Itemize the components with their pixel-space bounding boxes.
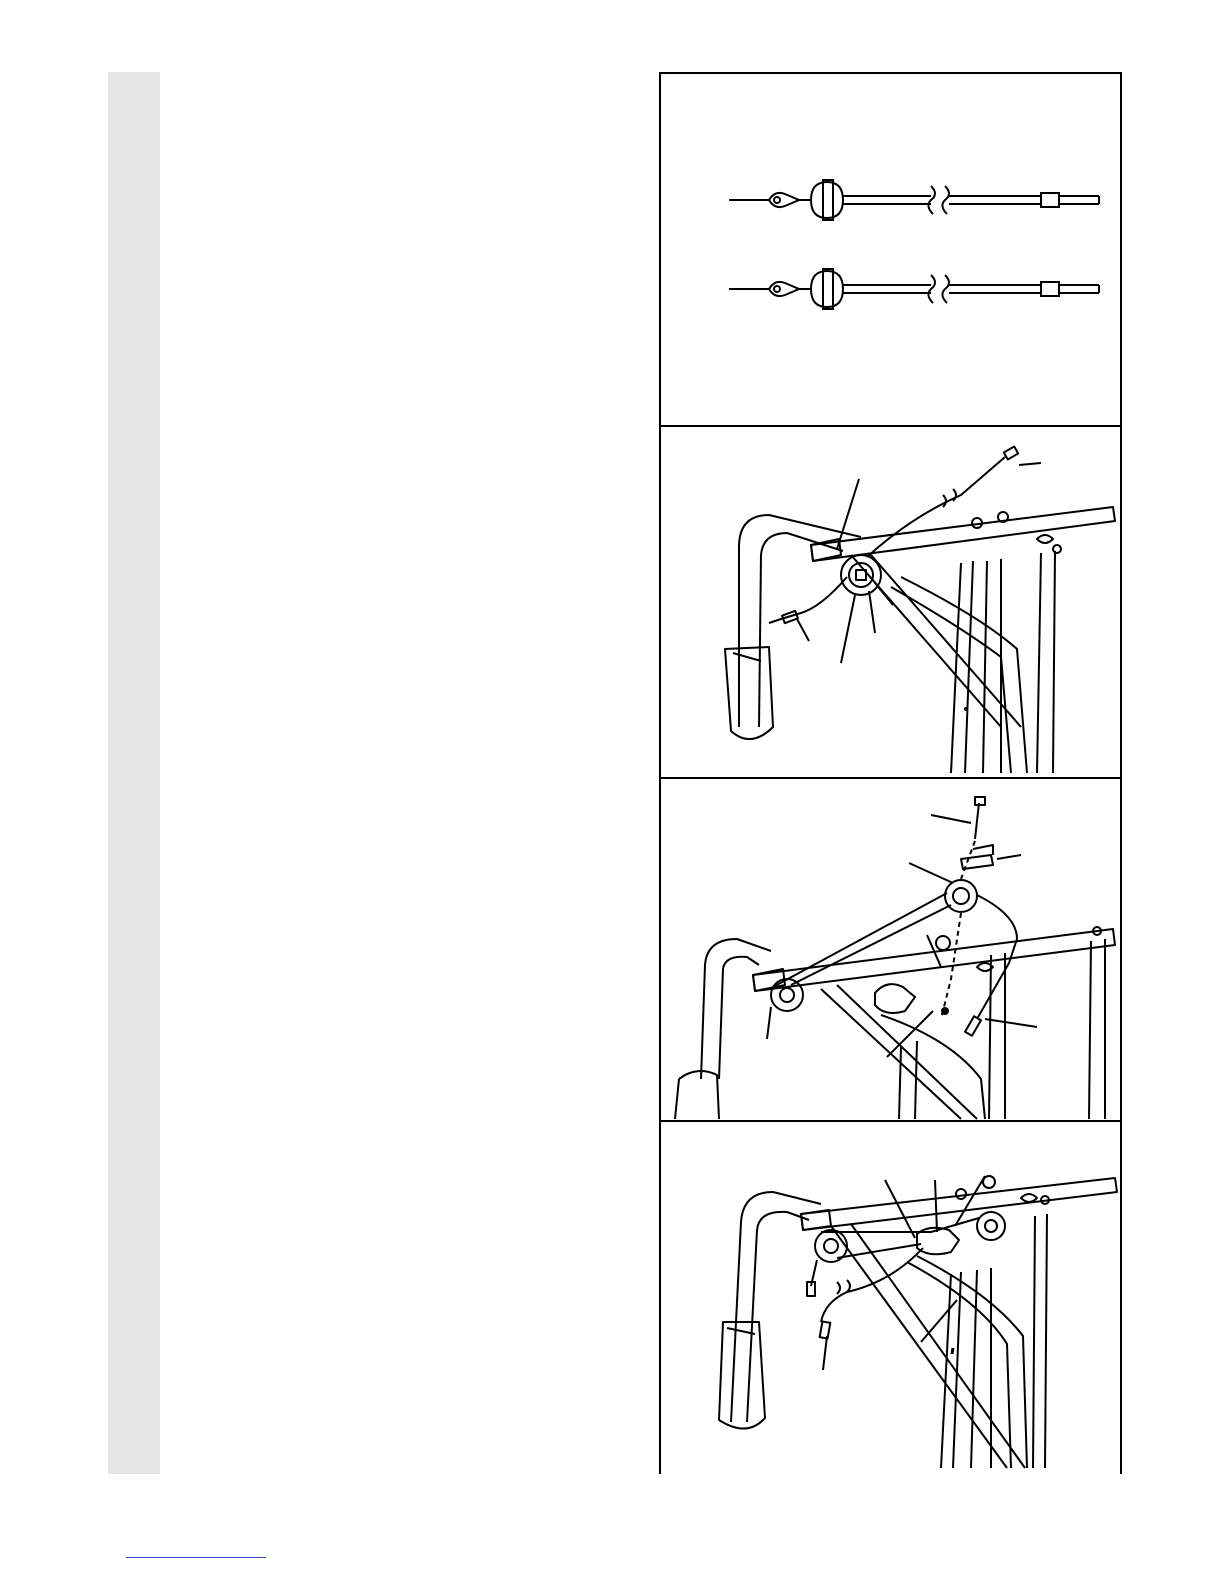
cable-detail-panel bbox=[661, 74, 1120, 425]
cable-routing-drawing bbox=[661, 1122, 1120, 1474]
bracket-pulley-panel bbox=[661, 777, 1120, 1122]
upper-pulley-drawing bbox=[661, 427, 1120, 779]
upper-pulley-panel bbox=[661, 425, 1120, 779]
cable-routing-panel bbox=[661, 1120, 1120, 1474]
footer-link-underline bbox=[126, 1557, 266, 1558]
bracket-pulley-drawing bbox=[661, 779, 1120, 1122]
page-margin-sidebar bbox=[108, 72, 160, 1474]
figure-frame bbox=[659, 72, 1122, 1474]
cable-detail-drawing bbox=[661, 74, 1120, 425]
